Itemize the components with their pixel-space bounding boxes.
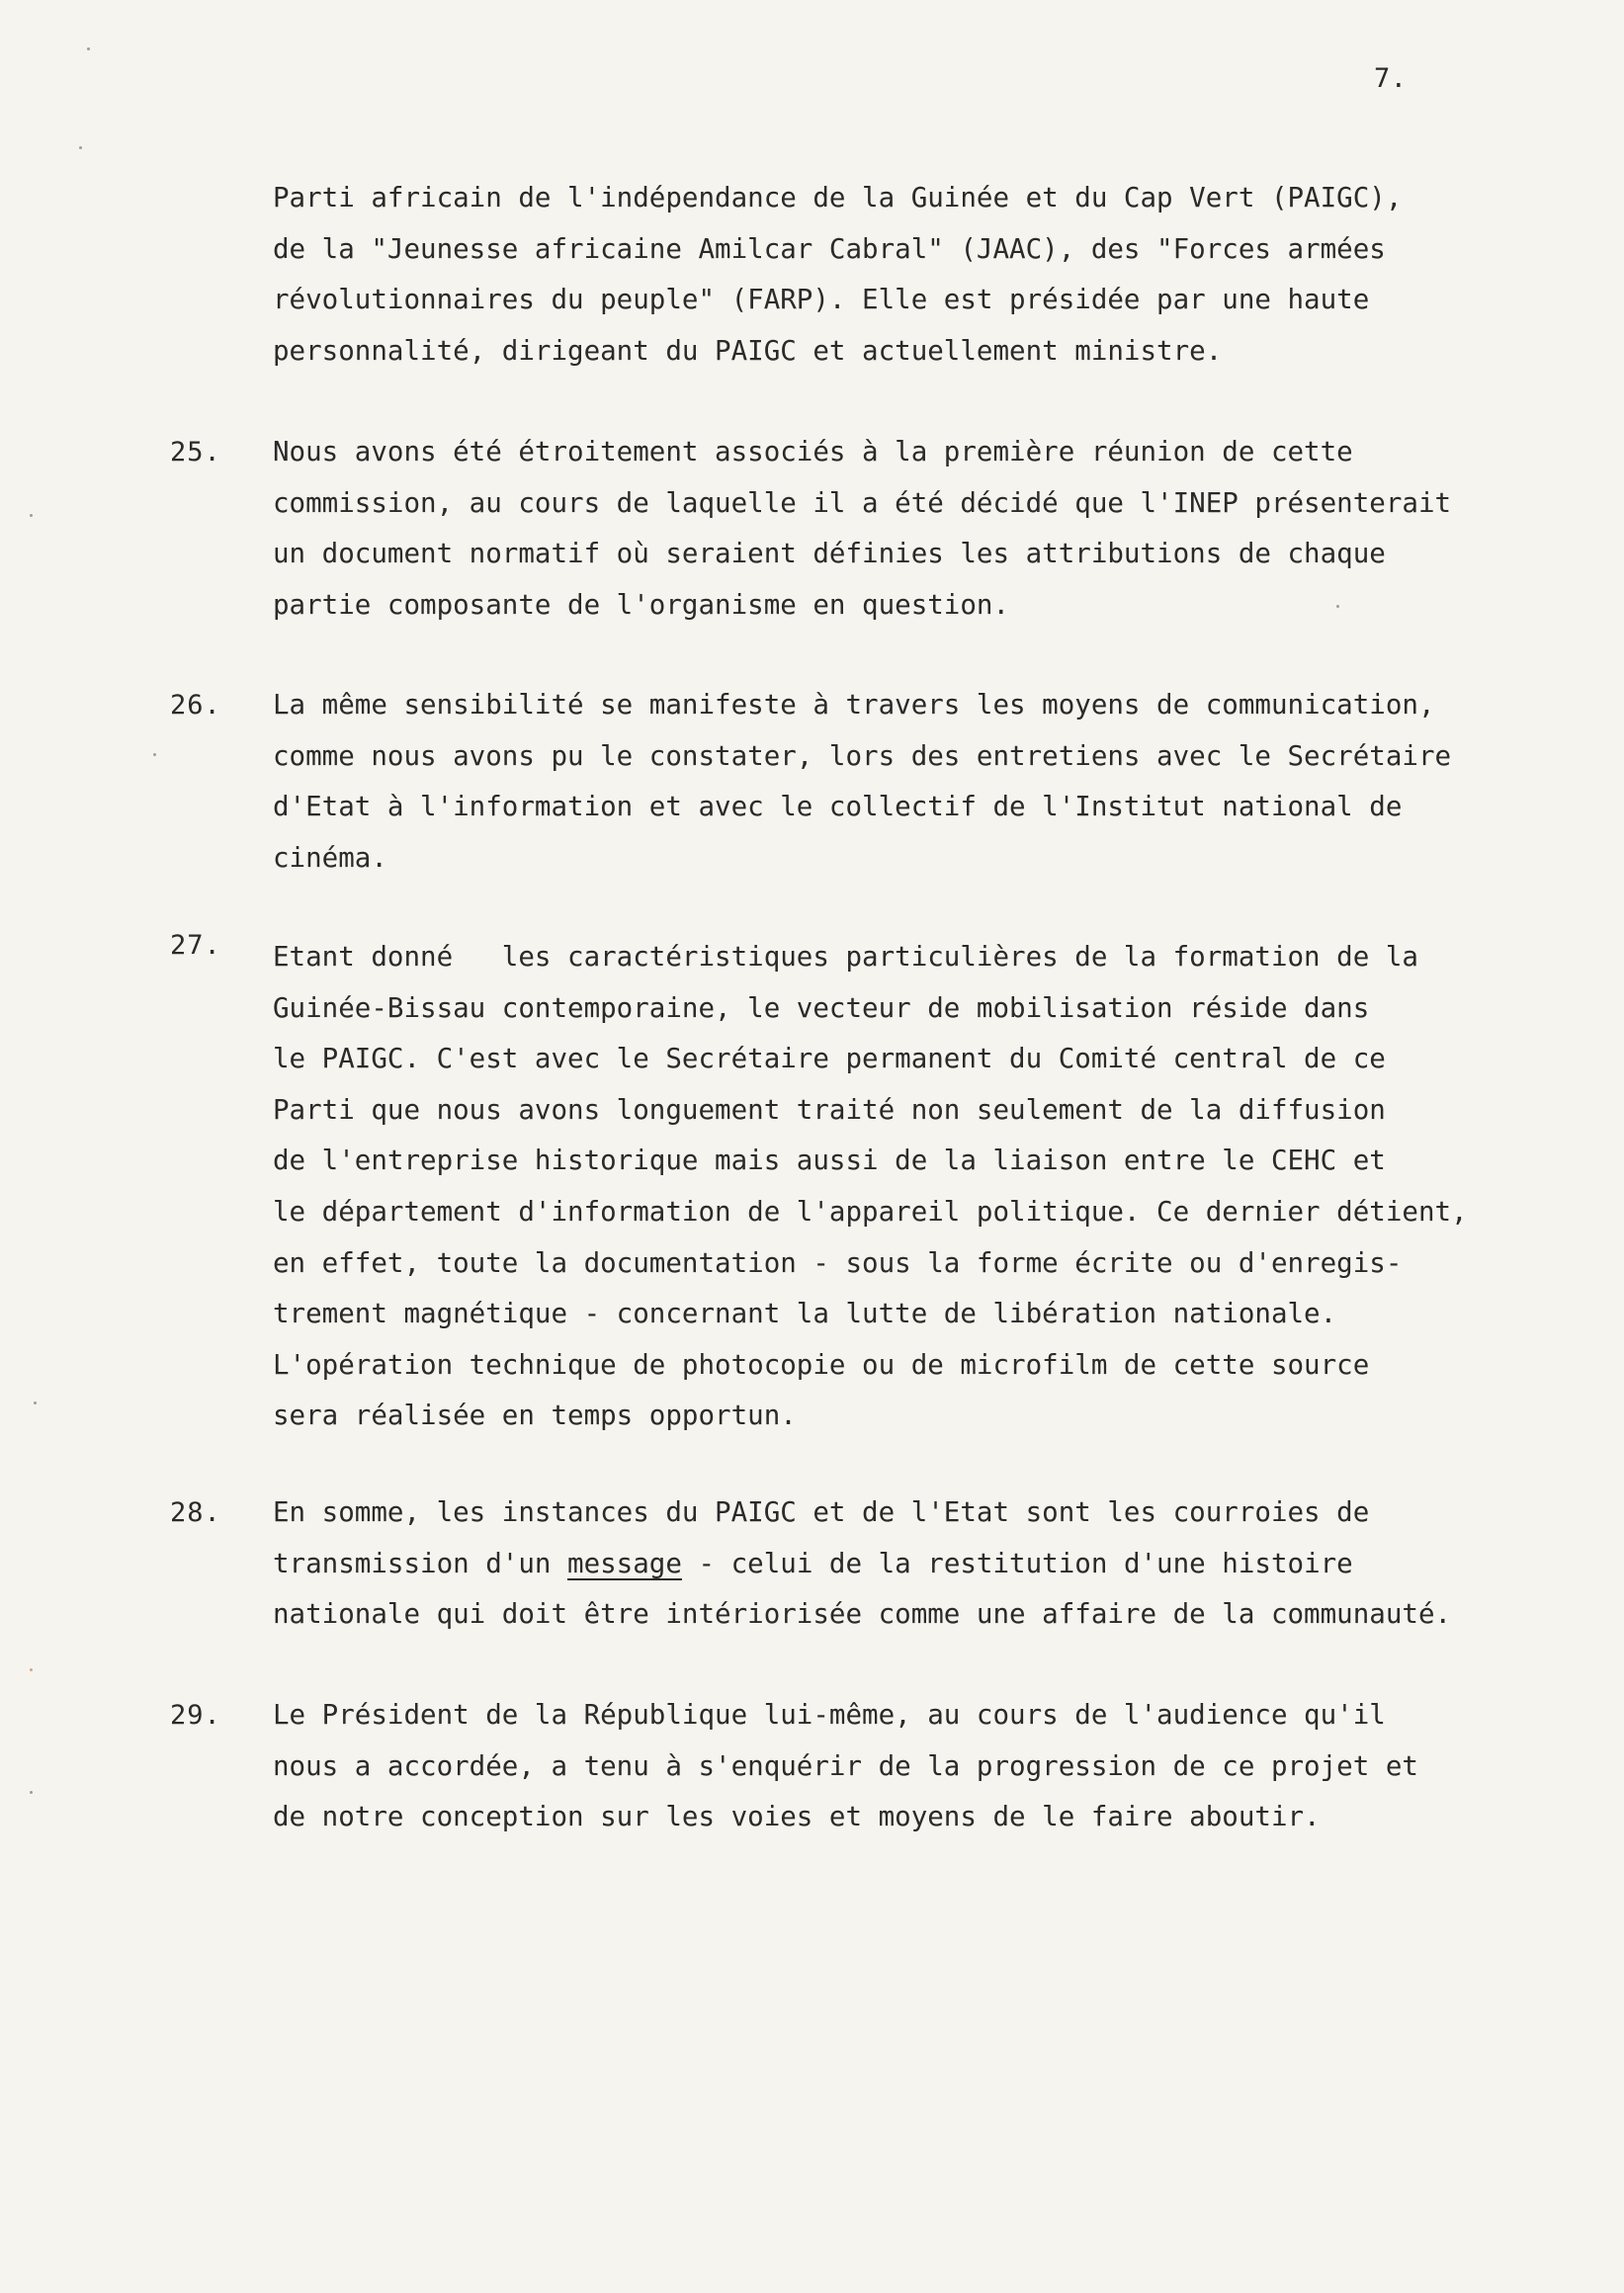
scan-speck	[1336, 605, 1339, 608]
text-line: de l'entreprise historique mais aussi de la liaison entre le CEHC et	[273, 1145, 1386, 1177]
text-line: Parti africain de l'indépendance de la Guinée et du Cap Vert (PAIGC),	[273, 182, 1403, 213]
text-line: Le Président de la République lui-même, au cours de l'audience qu'il	[273, 1699, 1386, 1731]
paragraph-number: 27.	[170, 930, 221, 961]
text-line: commission, au cours de laquelle il a été décidé que l'INEP présenterait	[273, 486, 1452, 519]
text-line: La même sensibilité se manifeste à travers les moyens de communication,	[273, 689, 1435, 721]
text-line: personnalité, dirigeant du PAIGC et actuellement ministre.	[273, 334, 1223, 367]
text-line: le département d'information de l'appareil politique. Ce dernier détient,	[273, 1195, 1468, 1228]
text-line: un document normatif où seraient définies les attributions de chaque	[273, 538, 1386, 570]
text-line: L'opération technique de photocopie ou de microfilm de cette source	[273, 1348, 1370, 1381]
text-line	[273, 1539, 1538, 1590]
underlined-word: message	[567, 1547, 682, 1579]
paragraph-body	[273, 680, 1538, 884]
text-line: En somme, les instances du PAIGC et de l'Etat sont les courroies de	[273, 1496, 1370, 1528]
text-line: comme nous avons pu le constater, lors des entretiens avec le Secrétaire	[273, 739, 1452, 772]
paragraph-body	[273, 1487, 1538, 1641]
text-line: en effet, toute la documentation - sous la forme écrite ou d'enregis-	[273, 1246, 1403, 1279]
text-line: sera réalisée en temps opportun.	[273, 1400, 797, 1432]
paragraph-body	[273, 1690, 1538, 1843]
text-line: partie composante de l'organisme en question.	[273, 588, 1010, 621]
scan-speck	[30, 1791, 33, 1794]
text-line: de notre conception sur les voies et moyens de le faire aboutir.	[273, 1801, 1321, 1833]
text-fragment: transmission d'un	[273, 1547, 568, 1579]
scan-speck	[34, 1401, 37, 1404]
text-line: Etant donné les caractéristiques particulières de la formation de la	[273, 941, 1418, 973]
page-number: 7.	[1374, 63, 1408, 94]
paragraph-body	[273, 932, 1538, 1442]
text-line: révolutionnaires du peuple" (FARP). Elle est présidée par une haute	[273, 284, 1370, 316]
scan-speck	[87, 47, 90, 50]
paragraph-number: 29.	[170, 1700, 221, 1731]
text-line: trement magnétique - concernant la lutte de libération nationale.	[273, 1298, 1337, 1330]
text-line: de la "Jeunesse africaine Amilcar Cabral" (JAAC), des "Forces armées	[273, 232, 1386, 265]
text-fragment: - celui de la restitution d'une histoire	[681, 1547, 1353, 1579]
text-line: Nous avons été étroitement associés à la première réunion de cette	[273, 436, 1353, 467]
scan-speck	[30, 514, 33, 517]
text-line: d'Etat à l'information et avec le collectif de l'Institut national de	[273, 791, 1403, 823]
paragraph-body	[273, 427, 1538, 631]
text-line: nous a accordée, a tenu à s'enquérir de la progression de ce projet et	[273, 1749, 1418, 1782]
paragraph-number: 26.	[170, 690, 221, 721]
text-line: le PAIGC. C'est avec le Secrétaire permanent du Comité central de ce	[273, 1043, 1386, 1075]
scan-speck	[30, 1668, 33, 1671]
scan-speck	[153, 753, 156, 756]
paragraph-body	[273, 173, 1538, 377]
paragraph-number: 28.	[170, 1497, 221, 1528]
text-line: Parti que nous avons longuement traité non seulement de la diffusion	[273, 1093, 1386, 1126]
text-line: nationale qui doit être intériorisée comme une affaire de la communauté.	[273, 1598, 1452, 1631]
scan-speck	[79, 146, 82, 149]
paragraph-number: 25.	[170, 437, 221, 467]
text-line: cinéma.	[273, 841, 387, 874]
text-line: Guinée-Bissau contemporaine, le vecteur de mobilisation réside dans	[273, 991, 1370, 1024]
